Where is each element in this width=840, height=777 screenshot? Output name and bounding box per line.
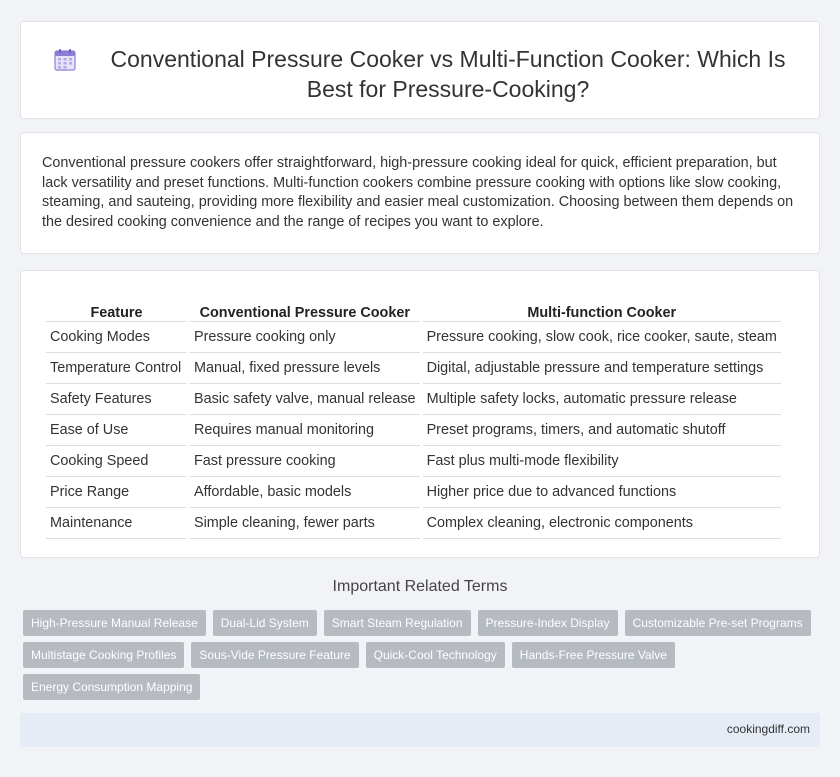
- cell-feature: Maintenance: [46, 508, 187, 539]
- related-term-tag[interactable]: Energy Consumption Mapping: [23, 674, 200, 700]
- related-term-tag[interactable]: Hands-Free Pressure Valve: [512, 642, 675, 668]
- cell-feature: Safety Features: [46, 384, 187, 415]
- related-terms-list: [23, 610, 813, 700]
- cell-conventional: Simple cleaning, fewer parts: [190, 508, 420, 539]
- cell-multifunction: Multiple safety locks, automatic pressure release: [423, 384, 781, 415]
- cell-multifunction: Digital, adjustable pressure and temperature settings: [423, 353, 781, 384]
- cell-feature: Price Range: [46, 477, 187, 508]
- cell-conventional: Requires manual monitoring: [190, 415, 420, 446]
- related-term-tag[interactable]: Sous-Vide Pressure Feature: [191, 642, 358, 668]
- cell-feature: Ease of Use: [46, 415, 187, 446]
- header-feature: Feature: [46, 295, 187, 322]
- cell-feature: Cooking Modes: [46, 322, 187, 353]
- intro-paragraph: Conventional pressure cookers offer straightforward, high-pressure cooking ideal for quick, efficient preparation, but lack versatility and preset functions. Multi-function cookers combine pressure cooking with options like slow cooking, steaming, and sauteing, providing more flexibility and easier meal customization. Choosing between them depends on the desired cooking convenience and the range of recipes you want to explore.: [42, 155, 794, 230]
- cell-conventional: Fast pressure cooking: [190, 446, 420, 477]
- cell-conventional: Affordable, basic models: [190, 477, 420, 508]
- table-row: [46, 353, 781, 384]
- footer-site-link[interactable]: cookingdiff.com: [726, 722, 810, 736]
- page-title: Conventional Pressure Cooker vs Multi-Function Cooker: Which Is Best for Pressure-Cooking?: [110, 46, 786, 102]
- comparison-card: [20, 270, 820, 558]
- related-term-tag[interactable]: Multistage Cooking Profiles: [23, 642, 184, 668]
- related-term-tag[interactable]: Smart Steam Regulation: [324, 610, 471, 636]
- related-terms-heading: Important Related Terms: [332, 578, 508, 595]
- cell-multifunction: Fast plus multi-mode flexibility: [423, 446, 781, 477]
- table-row: [46, 508, 781, 539]
- header-multifunction: Multi-function Cooker: [423, 295, 781, 322]
- header-conventional: Conventional Pressure Cooker: [190, 295, 420, 322]
- cell-multifunction: Pressure cooking, slow cook, rice cooker, saute, steam: [423, 322, 781, 353]
- cell-multifunction: Higher price due to advanced functions: [423, 477, 781, 508]
- comparison-table: [43, 295, 784, 539]
- related-term-tag[interactable]: Quick-Cool Technology: [366, 642, 505, 668]
- cell-multifunction: Complex cleaning, electronic components: [423, 508, 781, 539]
- related-term-tag[interactable]: High-Pressure Manual Release: [23, 610, 206, 636]
- cell-conventional: Manual, fixed pressure levels: [190, 353, 420, 384]
- table-header-row: [46, 295, 781, 322]
- table-row: [46, 384, 781, 415]
- related-term-tag[interactable]: Dual-Lid System: [213, 610, 317, 636]
- title-card: [20, 21, 820, 119]
- table-row: [46, 415, 781, 446]
- cell-feature: Cooking Speed: [46, 446, 187, 477]
- related-term-tag[interactable]: Pressure-Index Display: [478, 610, 618, 636]
- table-row: [46, 446, 781, 477]
- cell-feature: Temperature Control: [46, 353, 187, 384]
- table-row: [46, 322, 781, 353]
- intro-card: [20, 132, 820, 254]
- cell-conventional: Basic safety valve, manual release: [190, 384, 420, 415]
- cell-multifunction: Preset programs, timers, and automatic shutoff: [423, 415, 781, 446]
- related-term-tag[interactable]: Customizable Pre-set Programs: [625, 610, 811, 636]
- footer-bar: [20, 713, 820, 747]
- cell-conventional: Pressure cooking only: [190, 322, 420, 353]
- table-row: [46, 477, 781, 508]
